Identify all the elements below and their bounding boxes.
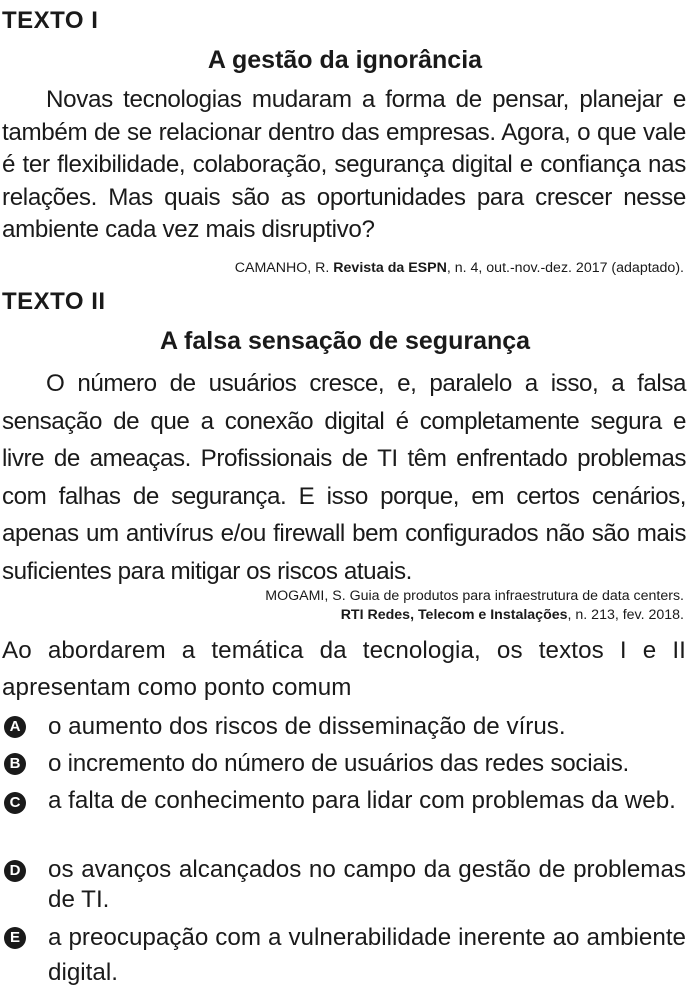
option-c-letter-badge: C [4, 792, 26, 814]
texto-2-source-publication: RTI Redes, Telecom e Instalações [340, 607, 568, 623]
texto-1-source-details: , n. 4, out.-nov.-dez. 2017 (adaptado). [446, 260, 684, 276]
texto-2-source-line2 [341, 606, 684, 624]
texto-2-title: A falsa sensação de segurança [159, 327, 531, 355]
texto-2-body-text: O número de usuários cresce, e, paralelo a isso, a falsa sensação de que a conexão digital é completamente segura e livre de ameaças. Profissionais de TI têm enfrentado problemas com falhas de segurança. E isso porque, em certos cenários, apenas um antivírus e/ou firewall bem configurados não são mais suficientes para mitigar os riscos atuais. [2, 370, 686, 585]
option-e-text: a preocupação com a vulnerabilidade inerente ao ambiente digital. [48, 924, 686, 986]
texto-1-body-text: Novas tecnologias mudaram a forma de pensar, planejar e também de se relacionar dentro das empresas. Agora, o que vale é ter flexibilidade, colaboração, segurança digital e confiança nas relações. Mas quais são as oportunidades para crescer nesse ambiente cada vez mais disruptivo? [2, 86, 686, 243]
texto-2-body [2, 365, 686, 590]
texto-2-source-line1: MOGAMI, S. Guia de produtos para infraestrutura de data centers. [265, 588, 684, 604]
texto-1-source-author: CAMANHO, R. [234, 260, 334, 276]
texto-2-source-details: , n. 213, fev. 2018. [567, 607, 684, 623]
texto-1-body [2, 84, 686, 247]
texto-1-title: A gestão da ignorância [207, 46, 483, 74]
texto-1-source [235, 259, 684, 277]
question-stem: Ao abordarem a temática da tecnologia, os textos I e II apresentam como ponto comum [2, 637, 686, 701]
option-c-text: a falta de conhecimento para lidar com problemas da web. [48, 787, 676, 814]
option-e-letter-badge: E [4, 927, 26, 949]
option-d-letter-badge: D [4, 860, 26, 882]
option-a-text: o aumento dos riscos de disseminação de vírus. [48, 713, 566, 740]
texto-1-label: TEXTO I [2, 7, 99, 34]
option-b-letter-badge: B [4, 753, 26, 775]
option-b-text: o incremento do número de usuários das redes sociais. [48, 750, 630, 777]
option-a-letter-badge: A [4, 716, 26, 738]
texto-1-source-publication: Revista da ESPN [333, 260, 447, 276]
option-d-text: os avanços alcançados no campo da gestão de problemas de TI. [48, 856, 686, 913]
texto-2-label: TEXTO II [2, 288, 106, 315]
